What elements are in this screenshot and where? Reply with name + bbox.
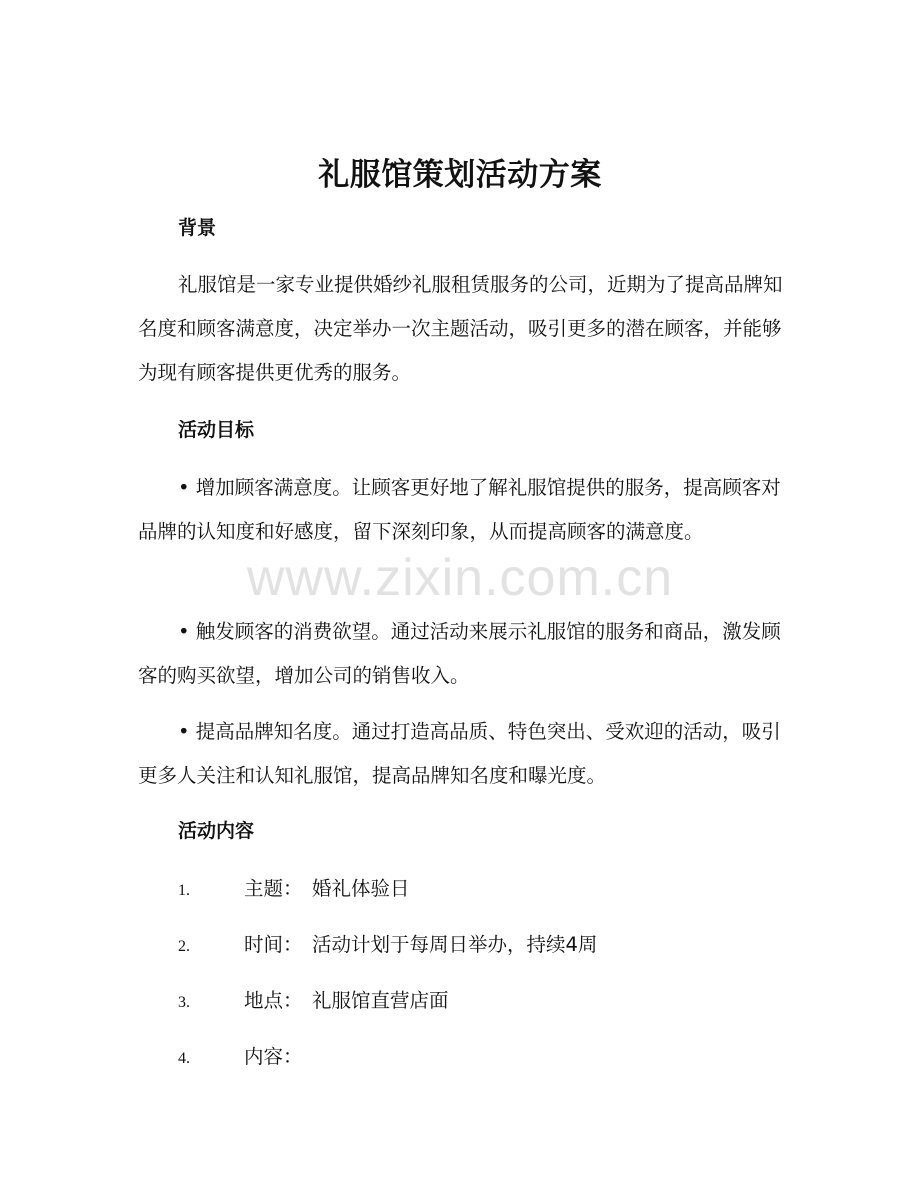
content-list-item bbox=[178, 1042, 312, 1074]
content-list-item bbox=[178, 986, 449, 1018]
goal-item-1: • 增加顾客满意度。让顾客更好地了解礼服馆提供的服务，提高顾客对品牌的认知度和好感度，留下深刻印象，从而提高顾客的满意度。 bbox=[138, 476, 781, 543]
background-paragraph: 礼服馆是一家专业提供婚纱礼服租赁服务的公司，近期为了提高品牌知名度和顾客满意度，决定举办一次主题活动，吸引更多的潜在顾客，并能够为现有顾客提供更优秀的服务。 bbox=[138, 273, 783, 384]
list-number: 2. bbox=[178, 938, 190, 955]
list-number: 4. bbox=[178, 1050, 190, 1067]
content-list-item bbox=[178, 874, 410, 906]
list-value: 活动计划于每周日举办，持续4周 bbox=[312, 933, 598, 956]
list-label: 地点： bbox=[244, 989, 303, 1012]
list-label: 时间： bbox=[244, 933, 303, 956]
section-heading-goals: 活动目标 bbox=[178, 419, 255, 441]
goal-item-2: • 触发顾客的消费欲望。通过活动来展示礼服馆的服务和商品，激发顾客的购买欲望，增加公司的销售收入。 bbox=[138, 620, 781, 687]
list-value: 礼服馆直营店面 bbox=[312, 989, 449, 1012]
watermark: www.zixin.com.cn bbox=[246, 549, 674, 607]
list-label: 内容： bbox=[244, 1045, 303, 1068]
list-number: 1. bbox=[178, 882, 190, 899]
list-value: 婚礼体验日 bbox=[312, 877, 410, 900]
content-list-item bbox=[178, 930, 597, 962]
section-heading-content: 活动内容 bbox=[178, 820, 255, 842]
list-label: 主题： bbox=[244, 877, 303, 900]
list-number: 3. bbox=[178, 994, 190, 1011]
document-title: 礼服馆策划活动方案 bbox=[318, 157, 602, 193]
goal-item-3: • 提高品牌知名度。通过打造高品质、特色突出、受欢迎的活动，吸引更多人关注和认知礼服馆，提高品牌知名度和曝光度。 bbox=[138, 720, 781, 787]
section-heading-background: 背景 bbox=[178, 217, 217, 239]
